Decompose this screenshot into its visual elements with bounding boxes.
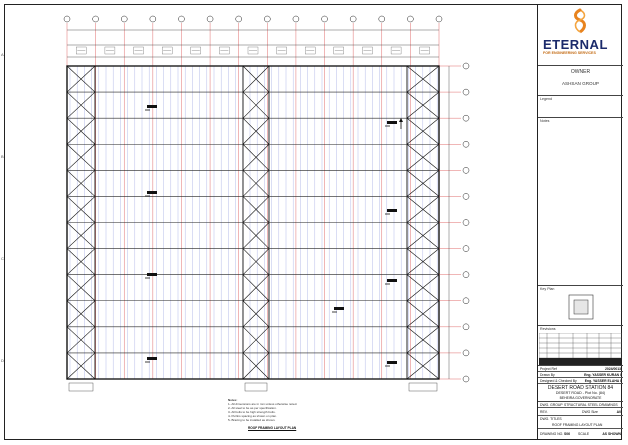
- grid-bubble: [264, 16, 270, 22]
- margin-letter: B: [1, 154, 4, 159]
- bracing-bays: [67, 66, 439, 391]
- roof-framing-plan: [9, 9, 534, 437]
- note-line: 4- Purlins spacing as shown on plan.: [228, 414, 277, 418]
- dwg-titles-label: DWG. TITLES: [540, 417, 562, 421]
- member-tag: [387, 209, 397, 212]
- grid-bubbles-right: [439, 63, 469, 382]
- key-plan-cell: [538, 286, 623, 326]
- drawing-no-value: S06: [564, 432, 571, 436]
- grid-bubble: [436, 16, 442, 22]
- grid-bubble: [236, 16, 242, 22]
- dwg-group-label: DWG. GROUP: [540, 403, 563, 407]
- grid-bubble: [463, 193, 469, 199]
- margin-letter: C: [1, 256, 4, 261]
- margin-letter: D: [1, 358, 4, 363]
- general-notes: [228, 398, 348, 422]
- margin-letter: A: [1, 52, 4, 57]
- logo-subtitle: FOR ENGINEERING SERVICES: [543, 51, 596, 55]
- title-block: [537, 4, 622, 440]
- grid-bubble: [407, 16, 413, 22]
- grid-bubble: [463, 246, 469, 252]
- key-plan-diagram: [568, 294, 594, 320]
- key-plan-label: Key Plan: [540, 287, 555, 291]
- grid-bubble: [379, 16, 385, 22]
- rev-row: [538, 408, 623, 416]
- grid-bubbles-top: [64, 16, 442, 379]
- notes-label: Notes: [540, 119, 550, 123]
- project-title: DESERT ROAD STATION 84: [547, 385, 614, 391]
- project-ref-value: 2024/0013: [604, 367, 621, 371]
- grid-bubble: [463, 167, 469, 173]
- scale-value: AS SHOWN: [602, 432, 621, 436]
- grid-bubble: [150, 16, 156, 22]
- grid-bubble: [178, 16, 184, 22]
- grid-bubble: [463, 324, 469, 330]
- rev-label: REV.: [540, 410, 548, 414]
- bay-label-box: [245, 383, 267, 391]
- drawing-no-label: DRAWING NO.: [540, 432, 564, 436]
- grid-bubble: [207, 16, 213, 22]
- member-tag: [147, 357, 157, 360]
- note-line: 5- Bracing to be installed as shown.: [228, 418, 276, 422]
- dwg-size-label: DWG Size: [582, 410, 598, 414]
- revisions-label: Revisions: [540, 327, 556, 331]
- north-arrow-icon: [399, 118, 403, 129]
- drawing-no-row: [538, 429, 623, 440]
- drawn-by-label: Drawn By: [540, 373, 555, 377]
- logo-cell: [538, 4, 623, 66]
- owner-cell: [538, 66, 623, 96]
- plan-title: ROOF FRAMING LAYOUT PLAN: [248, 426, 297, 430]
- note-line: 2- All steel to be as per specification.: [228, 406, 277, 410]
- project-ref-label: Project Ref: [540, 367, 557, 371]
- bay-label-box: [69, 383, 93, 391]
- grid-bubble: [463, 272, 469, 278]
- scale-label: SCALE: [578, 432, 590, 436]
- grid-bubble: [121, 16, 127, 22]
- designed-by-label: Designed & Checked By: [540, 379, 577, 383]
- owner-name: ASHSAN GROUP: [561, 81, 599, 86]
- member-tag: [147, 191, 157, 194]
- eternal-logo-icon: [572, 8, 588, 36]
- notes-heading: Notes:: [228, 398, 238, 402]
- member-tag: [334, 307, 344, 310]
- drawn-by-value: Eng. YASSER KURAN I: [584, 373, 621, 377]
- grid-bubble: [463, 376, 469, 382]
- revisions-table: [539, 333, 622, 365]
- note-line: 1- All dimensions are in mm unless otherwise noted.: [228, 402, 298, 406]
- grid-bubble: [463, 298, 469, 304]
- project-title-cell: [538, 384, 623, 402]
- grid-bubble: [463, 141, 469, 147]
- dwg-group-value: STRUCTURAL STEEL DRAWINGS: [564, 403, 618, 407]
- legend-cell: [538, 96, 623, 118]
- dimension-lines: [67, 30, 439, 57]
- grid-bubble: [293, 16, 299, 22]
- bay-label-box: [409, 383, 437, 391]
- grid-bubble: [463, 89, 469, 95]
- member-tag: [147, 105, 157, 108]
- grid-bubble: [350, 16, 356, 22]
- owner-label: OWNER: [570, 69, 591, 75]
- member-tag: [387, 121, 397, 124]
- member-tag: [387, 361, 397, 364]
- grid-bubble: [463, 220, 469, 226]
- member-tag: [147, 273, 157, 276]
- grid-bubble: [64, 16, 70, 22]
- notes-cell: [538, 118, 623, 286]
- project-governorate: BEHEIRA GOVERNORATE: [559, 396, 602, 400]
- grid-bubble: [463, 63, 469, 69]
- designed-by-value: Eng. YASSER ELAHA I: [584, 379, 621, 383]
- grid-bubble: [463, 115, 469, 121]
- grid-bubble: [463, 350, 469, 356]
- dwg-size-value: A0: [616, 410, 621, 414]
- logo-wordmark: ETERNAL: [543, 37, 608, 52]
- legend-label: Legend: [540, 97, 552, 101]
- revisions-cell: [538, 326, 623, 366]
- member-tag: [387, 279, 397, 282]
- dwg-title-value: ROOF FRAMING LAYOUT PLAN: [552, 423, 603, 427]
- note-line: 3- All bolts to be high strength bolts.: [228, 410, 276, 414]
- grid-bubble: [322, 16, 328, 22]
- dwg-titles-row: [538, 416, 623, 429]
- grid-bubble: [93, 16, 99, 22]
- project-location: DESERT ROAD - Plot No. (84): [555, 391, 606, 395]
- rafter-lines: [67, 66, 439, 379]
